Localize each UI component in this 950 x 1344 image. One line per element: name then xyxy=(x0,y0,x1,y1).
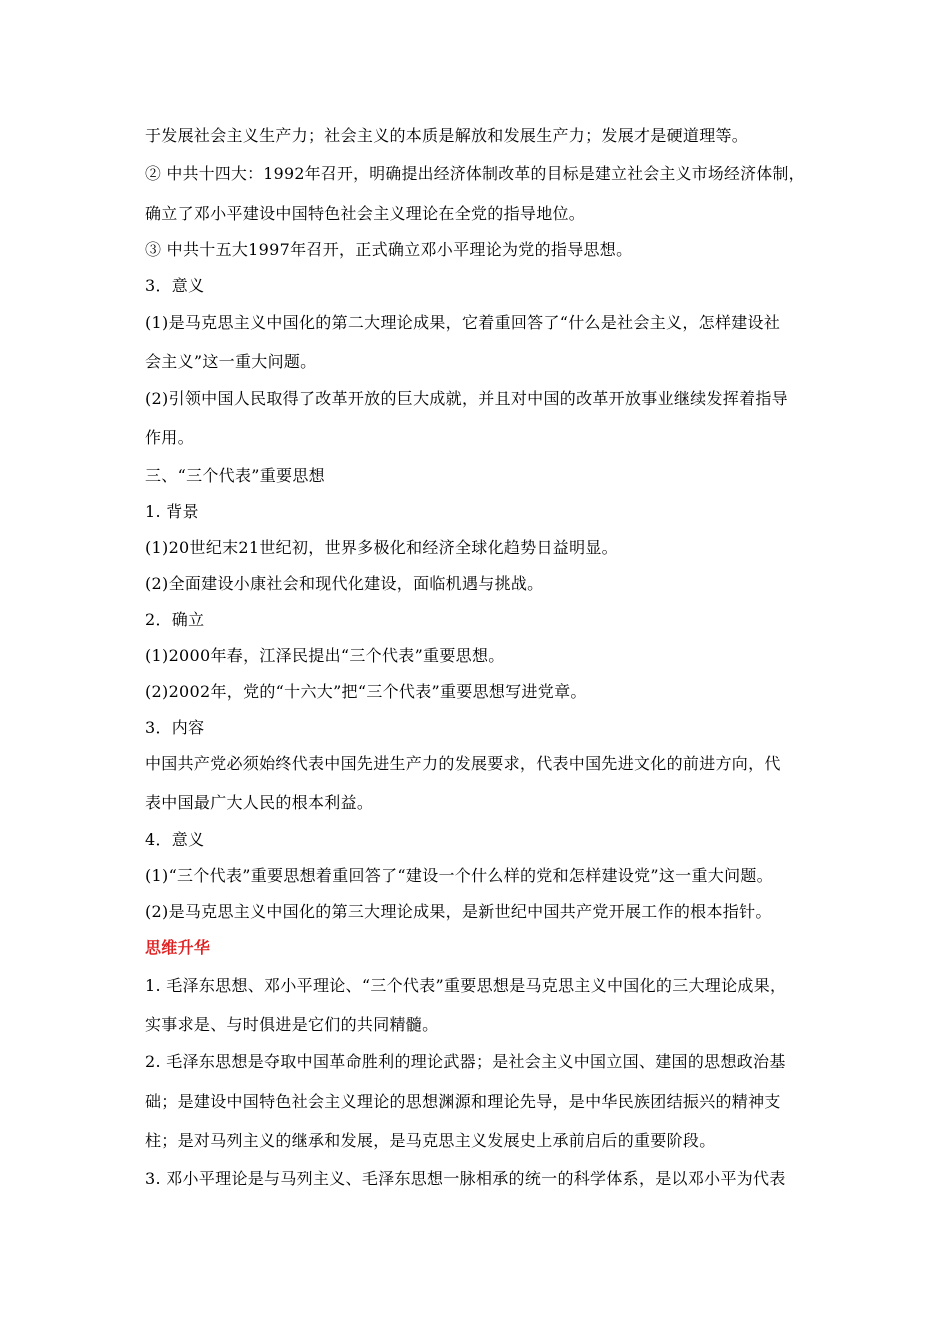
section-heading: 2．确立 xyxy=(145,610,205,629)
text-line: 3. 邓小平理论是与马列主义、毛泽东思想一脉相承的统一的科学体系，是以邓小平为代表 xyxy=(145,1169,786,1188)
section-heading: 3．意义 xyxy=(145,276,205,295)
text-line: ③ 中共十五大1997年召开，正式确立邓小平理论为党的指导思想。 xyxy=(145,240,633,259)
chapter-heading: 三、“三个代表”重要思想 xyxy=(145,466,325,485)
text-line: 柱；是对马列主义的继承和发展，是马克思主义发展史上承前启后的重要阶段。 xyxy=(145,1131,716,1150)
text-line: 2. 毛泽东思想是夺取中国革命胜利的理论武器；是社会主义中国立国、建国的思想政治基 xyxy=(145,1052,786,1071)
text-line: (1)20世纪末21世纪初，世界多极化和经济全球化趋势日益明显。 xyxy=(145,538,618,557)
text-line: 1. 毛泽东思想、邓小平理论、“三个代表”重要思想是马克思主义中国化的三大理论成果， xyxy=(145,976,787,995)
text-line: 确立了邓小平建设中国特色社会主义理论在全党的指导地位。 xyxy=(145,204,586,223)
text-line: (2)是马克思主义中国化的第三大理论成果，是新世纪中国共产党开展工作的根本指针。 xyxy=(145,902,772,921)
highlight-heading: 思维升华 xyxy=(145,938,211,957)
text-line: 实事求是、与时俱进是它们的共同精髓。 xyxy=(145,1015,439,1034)
text-line: ② 中共十四大：1992年召开，明确提出经济体制改革的目标是建立社会主义市场经济体制， xyxy=(145,164,805,183)
text-line: 会主义”这一重大问题。 xyxy=(145,352,317,371)
text-line: 表中国最广大人民的根本利益。 xyxy=(145,793,374,812)
text-line: 中国共产党必须始终代表中国先进生产力的发展要求，代表中国先进文化的前进方向，代 xyxy=(145,754,781,773)
section-heading: 4．意义 xyxy=(145,830,205,849)
text-line: (2)全面建设小康社会和现代化建设，面临机遇与挑战。 xyxy=(145,574,544,593)
text-line: (2)2002年，党的“十六大”把“三个代表”重要思想写进党章。 xyxy=(145,682,587,701)
text-line: 础；是建设中国特色社会主义理论的思想渊源和理论先导，是中华民族团结振兴的精神支 xyxy=(145,1092,781,1111)
section-heading: 3．内容 xyxy=(145,718,205,737)
text-line: (2)引领中国人民取得了改革开放的巨大成就，并且对中国的改革开放事业继续发挥着指导 xyxy=(145,389,788,408)
text-line: (1)2000年春，江泽民提出“三个代表”重要思想。 xyxy=(145,646,505,665)
text-line: 于发展社会主义生产力；社会主义的本质是解放和发展生产力；发展才是硬道理等。 xyxy=(145,126,749,145)
section-heading: 1. 背景 xyxy=(145,502,199,521)
text-line: (1)“三个代表”重要思想着重回答了“建设一个什么样的党和怎样建设党”这一重大问题。 xyxy=(145,866,773,885)
text-line: 作用。 xyxy=(145,428,194,447)
text-line: (1)是马克思主义中国化的第二大理论成果，它着重回答了“什么是社会主义，怎样建设社 xyxy=(145,313,781,332)
